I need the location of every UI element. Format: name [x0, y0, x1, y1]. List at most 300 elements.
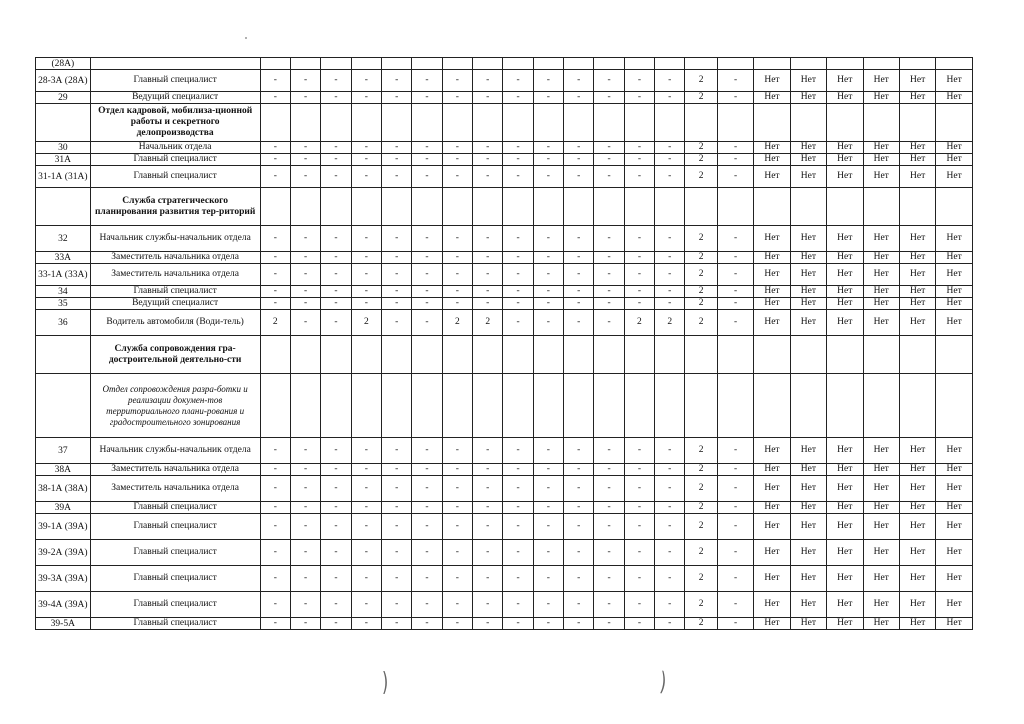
row-number — [36, 374, 91, 438]
flag-cell: Нет — [827, 310, 863, 336]
flag-cell: Нет — [790, 154, 826, 166]
row-number: 39-3А (39А) — [36, 566, 91, 592]
value-cell: - — [351, 540, 381, 566]
empty-cell — [863, 58, 899, 70]
section-title: Служба стратегического планирования развития тер-риторий — [90, 188, 260, 226]
empty-cell — [655, 188, 685, 226]
empty-cell — [863, 374, 899, 438]
value-cell: - — [351, 592, 381, 618]
value-cell: - — [594, 310, 624, 336]
value-cell: - — [655, 154, 685, 166]
value-cell: - — [382, 592, 412, 618]
row-number: 29 — [36, 92, 91, 104]
value-cell: - — [321, 310, 351, 336]
flag-cell: Нет — [827, 566, 863, 592]
value-cell: - — [717, 566, 753, 592]
value-cell: - — [412, 92, 442, 104]
empty-cell — [533, 104, 563, 142]
value-cell: - — [655, 166, 685, 188]
flag-cell: Нет — [790, 464, 826, 476]
empty-cell — [655, 336, 685, 374]
value-cell: - — [655, 70, 685, 92]
scan-mark-left: ) — [382, 666, 389, 697]
value-cell: - — [594, 166, 624, 188]
flag-cell: Нет — [827, 540, 863, 566]
value-cell: - — [260, 438, 290, 464]
value-cell: - — [382, 264, 412, 286]
flag-cell: Нет — [899, 618, 935, 630]
value-cell: - — [260, 142, 290, 154]
value-cell: - — [655, 252, 685, 264]
value-cell: - — [564, 70, 594, 92]
scan-mark-right: ) — [658, 665, 668, 698]
value-cell: - — [564, 502, 594, 514]
value-cell: - — [655, 566, 685, 592]
value-cell: - — [351, 264, 381, 286]
empty-cell — [260, 188, 290, 226]
empty-cell — [382, 104, 412, 142]
value-cell: - — [594, 286, 624, 298]
value-cell: 2 — [685, 226, 717, 252]
value-cell: - — [624, 142, 654, 154]
flag-cell: Нет — [936, 142, 973, 154]
value-cell: - — [473, 592, 503, 618]
value-cell: - — [594, 252, 624, 264]
flag-cell: Нет — [899, 142, 935, 154]
empty-cell — [899, 188, 935, 226]
row-number: 34 — [36, 286, 91, 298]
empty-cell — [321, 58, 351, 70]
empty-cell — [827, 374, 863, 438]
value-cell: - — [717, 502, 753, 514]
value-cell: - — [290, 286, 320, 298]
value-cell: - — [290, 252, 320, 264]
flag-cell: Нет — [863, 502, 899, 514]
empty-cell — [290, 104, 320, 142]
value-cell: - — [321, 154, 351, 166]
value-cell: - — [564, 438, 594, 464]
value-cell: 2 — [260, 310, 290, 336]
empty-cell — [503, 104, 533, 142]
value-cell: - — [260, 592, 290, 618]
value-cell: - — [473, 154, 503, 166]
value-cell: - — [290, 476, 320, 502]
value-cell: - — [503, 226, 533, 252]
value-cell: 2 — [685, 298, 717, 310]
value-cell: - — [717, 70, 753, 92]
position-title: Начальник отдела — [90, 142, 260, 154]
value-cell: - — [624, 540, 654, 566]
flag-cell: Нет — [863, 166, 899, 188]
value-cell: - — [473, 476, 503, 502]
row-number: 32 — [36, 226, 91, 252]
table-row — [36, 464, 973, 476]
value-cell: - — [260, 70, 290, 92]
empty-cell — [321, 188, 351, 226]
value-cell: - — [351, 166, 381, 188]
value-cell: - — [655, 226, 685, 252]
value-cell: - — [624, 166, 654, 188]
flag-cell: Нет — [827, 92, 863, 104]
value-cell: - — [624, 264, 654, 286]
flag-cell: Нет — [899, 166, 935, 188]
flag-cell: Нет — [936, 252, 973, 264]
value-cell: - — [655, 476, 685, 502]
empty-cell — [827, 104, 863, 142]
flag-cell: Нет — [754, 310, 790, 336]
value-cell: - — [533, 166, 563, 188]
value-cell: - — [717, 618, 753, 630]
flag-cell: Нет — [754, 540, 790, 566]
flag-cell: Нет — [790, 142, 826, 154]
value-cell: 2 — [685, 592, 717, 618]
empty-cell — [442, 336, 472, 374]
value-cell: - — [717, 476, 753, 502]
value-cell: - — [382, 142, 412, 154]
flag-cell: Нет — [863, 154, 899, 166]
flag-cell: Нет — [899, 464, 935, 476]
section-title: Отдел кадровой, мобилиза-ционной работы и секретного делопроизводства — [90, 104, 260, 142]
value-cell: - — [412, 540, 442, 566]
value-cell: - — [624, 226, 654, 252]
flag-cell: Нет — [827, 166, 863, 188]
value-cell: - — [473, 226, 503, 252]
flag-cell: Нет — [827, 514, 863, 540]
flag-cell: Нет — [827, 502, 863, 514]
position-title: Главный специалист — [90, 618, 260, 630]
value-cell: - — [564, 514, 594, 540]
empty-cell — [260, 336, 290, 374]
empty-cell — [827, 336, 863, 374]
value-cell: - — [321, 298, 351, 310]
empty-cell — [351, 336, 381, 374]
value-cell: - — [594, 438, 624, 464]
value-cell: - — [624, 286, 654, 298]
empty-cell — [412, 374, 442, 438]
value-cell: - — [594, 476, 624, 502]
flag-cell: Нет — [827, 464, 863, 476]
flag-cell: Нет — [790, 502, 826, 514]
value-cell: - — [442, 566, 472, 592]
value-cell: - — [290, 310, 320, 336]
empty-cell — [382, 58, 412, 70]
empty-cell — [655, 374, 685, 438]
table-row — [36, 566, 973, 592]
row-number: 28-3А (28А) — [36, 70, 91, 92]
section-row — [36, 188, 973, 226]
value-cell: - — [503, 286, 533, 298]
flag-cell: Нет — [827, 252, 863, 264]
empty-cell — [564, 374, 594, 438]
value-cell: - — [594, 70, 624, 92]
value-cell: - — [442, 514, 472, 540]
empty-cell — [473, 374, 503, 438]
flag-cell: Нет — [790, 286, 826, 298]
value-cell: - — [503, 592, 533, 618]
empty-cell — [533, 188, 563, 226]
value-cell: 2 — [685, 438, 717, 464]
flag-cell: Нет — [899, 502, 935, 514]
value-cell: - — [351, 476, 381, 502]
value-cell: - — [382, 70, 412, 92]
flag-cell: Нет — [936, 298, 973, 310]
value-cell: - — [382, 166, 412, 188]
position-title: Главный специалист — [90, 70, 260, 92]
value-cell: - — [564, 540, 594, 566]
value-cell: - — [442, 476, 472, 502]
empty-cell — [442, 188, 472, 226]
value-cell: - — [717, 464, 753, 476]
value-cell: - — [260, 92, 290, 104]
table-row — [36, 70, 973, 92]
value-cell: - — [533, 540, 563, 566]
empty-cell — [503, 374, 533, 438]
value-cell: - — [473, 438, 503, 464]
flag-cell: Нет — [936, 310, 973, 336]
value-cell: - — [564, 566, 594, 592]
value-cell: - — [321, 226, 351, 252]
value-cell: - — [624, 252, 654, 264]
section-row — [36, 374, 973, 438]
value-cell: - — [533, 226, 563, 252]
empty-cell — [717, 104, 753, 142]
flag-cell: Нет — [936, 618, 973, 630]
table-row — [36, 540, 973, 566]
value-cell: - — [564, 592, 594, 618]
value-cell: - — [717, 92, 753, 104]
empty-cell — [442, 58, 472, 70]
value-cell: - — [290, 464, 320, 476]
empty-cell — [790, 58, 826, 70]
empty-cell — [790, 374, 826, 438]
value-cell: - — [382, 540, 412, 566]
value-cell: - — [351, 566, 381, 592]
empty-cell — [899, 58, 935, 70]
flag-cell: Нет — [863, 264, 899, 286]
position-title: Заместитель начальника отдела — [90, 464, 260, 476]
value-cell: - — [473, 566, 503, 592]
empty-cell — [936, 336, 973, 374]
row-number: 36 — [36, 310, 91, 336]
value-cell: - — [260, 154, 290, 166]
empty-cell — [290, 58, 320, 70]
value-cell: - — [412, 226, 442, 252]
empty-cell — [351, 188, 381, 226]
empty-cell — [564, 58, 594, 70]
flag-cell: Нет — [827, 142, 863, 154]
position-title: Главный специалист — [90, 154, 260, 166]
value-cell: - — [503, 566, 533, 592]
flag-cell: Нет — [863, 286, 899, 298]
flag-cell: Нет — [827, 298, 863, 310]
flag-cell: Нет — [863, 142, 899, 154]
value-cell: - — [564, 252, 594, 264]
value-cell: - — [503, 142, 533, 154]
value-cell: - — [717, 154, 753, 166]
value-cell: - — [473, 264, 503, 286]
row-number: 39-4А (39А) — [36, 592, 91, 618]
flag-cell: Нет — [899, 70, 935, 92]
value-cell: - — [290, 566, 320, 592]
row-number: 38-1А (38А) — [36, 476, 91, 502]
value-cell: - — [412, 166, 442, 188]
value-cell: - — [594, 298, 624, 310]
position-title: Ведущий специалист — [90, 298, 260, 310]
empty-cell — [717, 374, 753, 438]
empty-cell — [533, 336, 563, 374]
value-cell: - — [321, 252, 351, 264]
empty-cell — [503, 58, 533, 70]
table-row — [36, 438, 973, 464]
empty-cell — [473, 336, 503, 374]
flag-cell: Нет — [790, 226, 826, 252]
value-cell: - — [624, 438, 654, 464]
value-cell: - — [655, 142, 685, 154]
flag-cell: Нет — [827, 264, 863, 286]
value-cell: - — [503, 154, 533, 166]
value-cell: - — [382, 476, 412, 502]
value-cell: - — [473, 514, 503, 540]
value-cell: - — [351, 438, 381, 464]
position-title — [90, 58, 260, 70]
value-cell: - — [412, 618, 442, 630]
empty-cell — [754, 374, 790, 438]
value-cell: - — [503, 502, 533, 514]
value-cell: - — [655, 592, 685, 618]
section-title: Отдел сопровождения разра-ботки и реализации докумен-тов территориального плани-рования и градостроительного зонирования — [90, 374, 260, 438]
row-number: 33-1А (33А) — [36, 264, 91, 286]
flag-cell: Нет — [899, 286, 935, 298]
empty-cell — [412, 336, 442, 374]
value-cell: - — [473, 298, 503, 310]
value-cell: - — [260, 298, 290, 310]
value-cell: - — [412, 502, 442, 514]
value-cell: - — [321, 618, 351, 630]
value-cell: - — [290, 154, 320, 166]
value-cell: - — [655, 438, 685, 464]
value-cell: - — [260, 540, 290, 566]
flag-cell: Нет — [827, 154, 863, 166]
value-cell: - — [260, 286, 290, 298]
flag-cell: Нет — [899, 252, 935, 264]
value-cell: 2 — [685, 264, 717, 286]
empty-cell — [754, 188, 790, 226]
value-cell: - — [442, 92, 472, 104]
empty-cell — [564, 188, 594, 226]
value-cell: - — [717, 286, 753, 298]
flag-cell: Нет — [754, 298, 790, 310]
empty-cell — [442, 104, 472, 142]
flag-cell: Нет — [827, 618, 863, 630]
empty-cell — [685, 374, 717, 438]
empty-cell — [936, 374, 973, 438]
empty-cell — [754, 104, 790, 142]
empty-cell — [503, 336, 533, 374]
flag-cell: Нет — [863, 618, 899, 630]
row-number: 38А — [36, 464, 91, 476]
value-cell: - — [442, 70, 472, 92]
value-cell: - — [382, 566, 412, 592]
empty-cell — [260, 58, 290, 70]
value-cell: - — [655, 618, 685, 630]
value-cell: - — [473, 286, 503, 298]
flag-cell: Нет — [936, 226, 973, 252]
value-cell: - — [321, 166, 351, 188]
flag-cell: Нет — [936, 464, 973, 476]
table-row — [36, 514, 973, 540]
value-cell: - — [473, 502, 503, 514]
table-row — [36, 166, 973, 188]
flag-cell: Нет — [790, 592, 826, 618]
value-cell: - — [442, 226, 472, 252]
value-cell: - — [594, 618, 624, 630]
value-cell: - — [655, 92, 685, 104]
value-cell: - — [351, 252, 381, 264]
empty-cell — [473, 104, 503, 142]
value-cell: - — [717, 514, 753, 540]
value-cell: - — [624, 154, 654, 166]
flag-cell: Нет — [754, 142, 790, 154]
value-cell: - — [655, 464, 685, 476]
flag-cell: Нет — [899, 514, 935, 540]
value-cell: - — [564, 476, 594, 502]
value-cell: - — [351, 70, 381, 92]
table-row — [36, 298, 973, 310]
value-cell: - — [533, 464, 563, 476]
value-cell: - — [442, 286, 472, 298]
table-row — [36, 252, 973, 264]
position-title: Начальник службы-начальник отдела — [90, 226, 260, 252]
value-cell: 2 — [685, 540, 717, 566]
flag-cell: Нет — [754, 618, 790, 630]
value-cell: - — [382, 618, 412, 630]
empty-cell — [594, 58, 624, 70]
value-cell: - — [533, 154, 563, 166]
empty-cell — [260, 104, 290, 142]
value-cell: - — [442, 166, 472, 188]
value-cell: 2 — [655, 310, 685, 336]
value-cell: 2 — [685, 310, 717, 336]
flag-cell: Нет — [827, 476, 863, 502]
table-row — [36, 154, 973, 166]
value-cell: - — [624, 476, 654, 502]
value-cell: - — [503, 464, 533, 476]
value-cell: - — [290, 298, 320, 310]
value-cell: - — [594, 142, 624, 154]
value-cell: 2 — [685, 70, 717, 92]
scan-speck — [245, 37, 247, 39]
empty-cell — [290, 336, 320, 374]
empty-cell — [442, 374, 472, 438]
flag-cell: Нет — [936, 286, 973, 298]
value-cell: 2 — [685, 464, 717, 476]
empty-cell — [717, 188, 753, 226]
flag-cell: Нет — [754, 438, 790, 464]
value-cell: - — [412, 592, 442, 618]
table-row — [36, 142, 973, 154]
flag-cell: Нет — [790, 92, 826, 104]
value-cell: - — [564, 264, 594, 286]
value-cell: - — [533, 514, 563, 540]
empty-cell — [936, 104, 973, 142]
flag-cell: Нет — [790, 438, 826, 464]
value-cell: 2 — [685, 142, 717, 154]
value-cell: 2 — [442, 310, 472, 336]
value-cell: - — [351, 154, 381, 166]
flag-cell: Нет — [754, 264, 790, 286]
value-cell: - — [351, 502, 381, 514]
value-cell: - — [533, 298, 563, 310]
